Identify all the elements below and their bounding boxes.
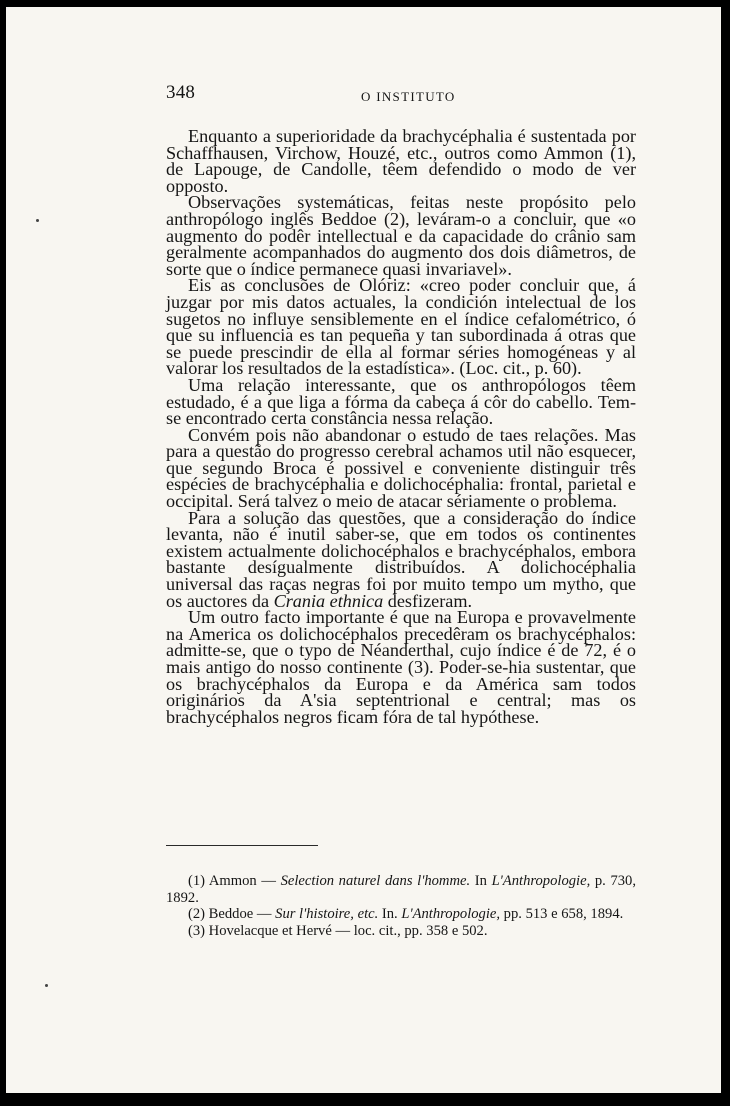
footnote (166, 873, 636, 906)
margin-speck (36, 219, 39, 222)
text-run: Convém pois não abandonar o estudo de taes relações. Mas para a questão do progresso cerebral achamos util não esquecer, que segundo Broca é possivel e conveniente distinguir três espécies de brachycéphalia e dolichocéphalia: frontal, parietal e occipital. Será talvez o meio de atacar sériamente o problema. (166, 424, 636, 512)
text-run: pp. 513 e 658, 1894. (500, 906, 624, 923)
paragraph (166, 277, 636, 377)
book-page (6, 7, 721, 1093)
paragraph (166, 194, 636, 277)
footnotes (166, 873, 636, 939)
margin-speck (45, 984, 48, 987)
text-run: (2) Beddoe — (188, 906, 276, 923)
footnote (166, 923, 636, 940)
italic-text: Crania ethnica (273, 590, 384, 611)
italic-text: L'Anthropologie, (491, 873, 591, 889)
text-run: Observações systemáticas, feitas neste propósito pelo anthropólogo inglês Beddoe (2), leváram-o a concluir, que «o augmento do podêr intellectual e da capacidade do crânio sam geralmente acompanhados do augmento dos dois diâmetros, de sorte que o índice permanece quasi invariavel». (166, 192, 636, 279)
text-run: Para a solução das questões, que a consideração do índice levanta, não é inutil saber-se, que em todos os continentes existem actualmente dolichocéphalos e brachycéphalos, embora bastante desígualmente distribuídos. A dolichocéphalia universal das raças negras foi por muito tempo um mytho, que os auctores da (166, 507, 636, 611)
text-run: (1) Ammon — (188, 873, 281, 889)
paragraph (166, 424, 636, 512)
italic-text: L'Anthropologie, (401, 906, 501, 923)
text-run: Um outro facto importante é que na Europa e provavelmente na America os dolichocéphalos precedêram os brachycéphalos: admitte-se, que o typo de Néanderthal, cujo índice é de 72, é o mais antigo do nosso continente (3). Poder-se-hia sustentar, que os brachycéphalos da Europa e da América sam todos originários da A'sia septentrional e central; mas os brachycéphalos negros ficam fóra de tal hypóthese. (166, 607, 636, 727)
footnote (166, 906, 636, 923)
text-run: Eis as conclusões de Olóriz: «creo poder concluir que, á juzgar por mis datos actuales, la condición intelectual de los sugetos no influye sensiblemente en el índice cefalométrico, ó que su influencia es tan pequeña y tan subordinada á otras que se puede prescindir de ella al formar séries homogéneas y al valorar los resultados de la estadística». (Loc. cit., p. 60). (166, 275, 636, 379)
text-run: p. 730, 1892. (166, 873, 636, 906)
text-run: In. (378, 906, 402, 923)
text-run: Uma relação interessante, que os anthropólogos têem estudado, é a que liga a fórma da cabeça á côr do cabello. Tem-se encontrado certa constância nessa relação. (166, 374, 636, 429)
running-head: O INSTITUTO (361, 89, 456, 104)
paragraph (166, 609, 636, 725)
text-run: Enquanto a superioridade da brachycéphalia é sustentada por Schaffhausen, Virchow, Houzé, etc., outros como Ammon (1), de Lapouge, de Candolle, têem defendido o modo de ver opposto. (166, 126, 636, 196)
body-text (166, 128, 636, 725)
italic-text: Selection naturel dans l'homme. (280, 873, 471, 889)
text-run: (3) Hovelacque et Hervé — loc. cit., pp. 358 e 502. (188, 922, 488, 939)
footnote-rule (166, 845, 318, 846)
paragraph (166, 374, 636, 429)
italic-text: Sur l'histoire, etc. (275, 906, 379, 923)
paragraph (166, 128, 636, 194)
page-number: 348 (166, 82, 196, 103)
paragraph (166, 507, 636, 611)
text-run: desfizeram. (383, 590, 473, 611)
text-run: In (470, 873, 492, 889)
